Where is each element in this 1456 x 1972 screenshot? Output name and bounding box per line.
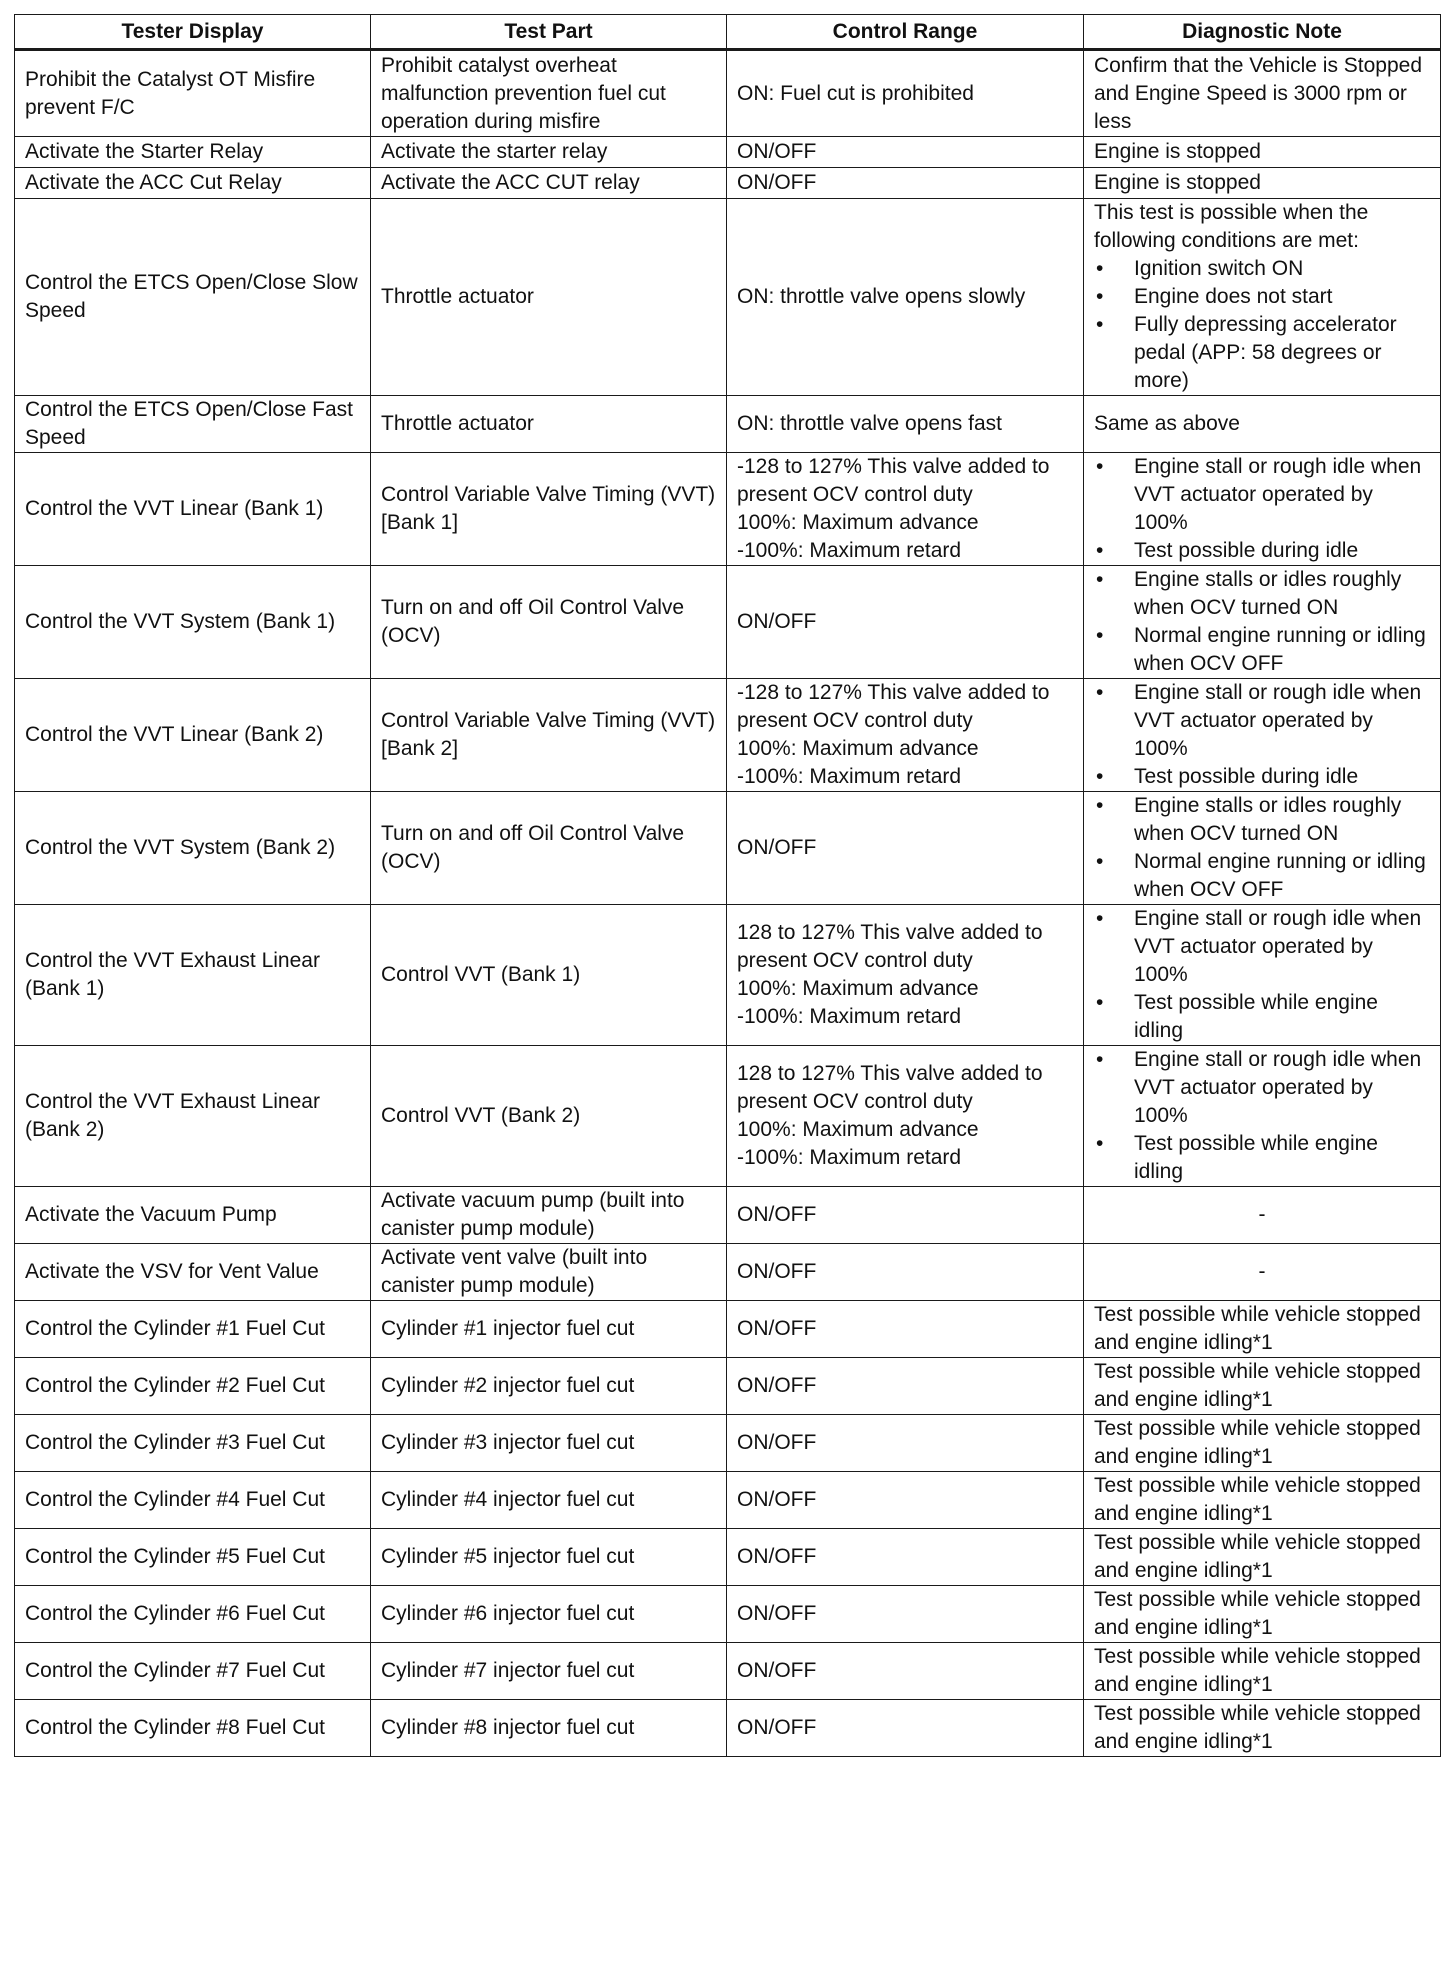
cell-diagnostic-note — [1084, 1586, 1441, 1643]
cell-diagnostic-note — [1084, 1700, 1441, 1757]
table-row — [15, 453, 1441, 566]
bullet-item: • Test possible during idle — [1094, 763, 1430, 791]
table-row — [15, 1046, 1441, 1187]
cell-diagnostic-note — [1084, 1244, 1441, 1301]
control-range-line: 100%: Maximum advance — [737, 737, 979, 760]
cell-tester-display: Control the ETCS Open/Close Slow Speed — [15, 199, 371, 396]
control-range-line: -100%: Maximum retard — [737, 765, 962, 788]
cell-diagnostic-note — [1084, 1046, 1441, 1187]
cell-test-part: Turn on and off Oil Control Valve (OCV) — [371, 792, 727, 905]
cell-tester-display: Control the VVT System (Bank 2) — [15, 792, 371, 905]
cell-test-part: Cylinder #4 injector fuel cut — [371, 1472, 727, 1529]
control-range-line: 100%: Maximum advance — [737, 977, 979, 1000]
table-row — [15, 396, 1441, 453]
diagnostic-note-text: Test possible while vehicle stopped and engine idling*1 — [1094, 1417, 1421, 1468]
control-range-line: -128 to 127% This valve added to present OCV control duty — [737, 681, 1050, 732]
cell-tester-display: Control the Cylinder #8 Fuel Cut — [15, 1700, 371, 1757]
cell-diagnostic-note — [1084, 137, 1441, 168]
diagnostic-note-text: - — [1258, 1260, 1266, 1283]
cell-tester-display: Control the VVT Exhaust Linear (Bank 2) — [15, 1046, 371, 1187]
header-diagnostic-note: Diagnostic Note — [1084, 15, 1441, 50]
cell-diagnostic-note — [1084, 50, 1441, 137]
table-row — [15, 168, 1441, 199]
diagnostic-note-text: Same as above — [1094, 412, 1240, 435]
cell-control-range: ON/OFF — [727, 137, 1084, 168]
cell-test-part: Cylinder #8 injector fuel cut — [371, 1700, 727, 1757]
cell-tester-display: Activate the ACC Cut Relay — [15, 168, 371, 199]
cell-control-range — [727, 1046, 1084, 1187]
table-row — [15, 1244, 1441, 1301]
diagnostic-note-bullets — [1094, 255, 1430, 395]
cell-tester-display: Control the VVT Exhaust Linear (Bank 1) — [15, 905, 371, 1046]
control-range-line: -100%: Maximum retard — [737, 539, 962, 562]
diagnostic-note-text: This test is possible when the following conditions are met: — [1094, 201, 1369, 252]
cell-diagnostic-note — [1084, 905, 1441, 1046]
cell-tester-display: Activate the Starter Relay — [15, 137, 371, 168]
cell-control-range: ON/OFF — [727, 1301, 1084, 1358]
cell-control-range: ON/OFF — [727, 1586, 1084, 1643]
control-range-line: -100%: Maximum retard — [737, 1005, 962, 1028]
cell-tester-display: Prohibit the Catalyst OT Misfire prevent F/C — [15, 50, 371, 137]
diagnostic-note-bullets — [1094, 453, 1430, 565]
table-row — [15, 1187, 1441, 1244]
control-range-line: 100%: Maximum advance — [737, 1118, 979, 1141]
bullet-item: • Engine stall or rough idle when VVT actuator operated by 100% — [1094, 1046, 1430, 1130]
diagnostic-note-text: Test possible while vehicle stopped and engine idling*1 — [1094, 1531, 1421, 1582]
cell-control-range: ON/OFF — [727, 792, 1084, 905]
diagnostic-note-text: Test possible while vehicle stopped and engine idling*1 — [1094, 1303, 1421, 1354]
diagnostic-note-bullets — [1094, 905, 1430, 1045]
cell-test-part: Activate the ACC CUT relay — [371, 168, 727, 199]
cell-tester-display: Activate the VSV for Vent Value — [15, 1244, 371, 1301]
cell-control-range: ON/OFF — [727, 1472, 1084, 1529]
table-row — [15, 1643, 1441, 1700]
cell-diagnostic-note — [1084, 792, 1441, 905]
diagnostic-note-text: Test possible while vehicle stopped and engine idling*1 — [1094, 1588, 1421, 1639]
bullet-item: • Engine does not start — [1094, 283, 1430, 311]
cell-tester-display: Control the Cylinder #5 Fuel Cut — [15, 1529, 371, 1586]
bullet-item: • Normal engine running or idling when OCV OFF — [1094, 622, 1430, 678]
cell-control-range: ON/OFF — [727, 1700, 1084, 1757]
header-row — [15, 15, 1441, 50]
cell-diagnostic-note — [1084, 1472, 1441, 1529]
cell-diagnostic-note — [1084, 1301, 1441, 1358]
diagnostic-note-text: Engine is stopped — [1094, 140, 1261, 163]
cell-tester-display: Control the Cylinder #2 Fuel Cut — [15, 1358, 371, 1415]
table-body — [15, 50, 1441, 1757]
diagnostic-note-text: Test possible while vehicle stopped and engine idling*1 — [1094, 1360, 1421, 1411]
cell-control-range: ON: throttle valve opens slowly — [727, 199, 1084, 396]
cell-test-part: Throttle actuator — [371, 396, 727, 453]
cell-diagnostic-note — [1084, 1643, 1441, 1700]
cell-test-part: Activate the starter relay — [371, 137, 727, 168]
header-tester-display: Tester Display — [15, 15, 371, 50]
diagnostic-note-text: Test possible while vehicle stopped and engine idling*1 — [1094, 1645, 1421, 1696]
control-range-line: -128 to 127% This valve added to present OCV control duty — [737, 455, 1050, 506]
cell-tester-display: Control the Cylinder #4 Fuel Cut — [15, 1472, 371, 1529]
cell-tester-display: Control the Cylinder #7 Fuel Cut — [15, 1643, 371, 1700]
cell-test-part: Activate vent valve (built into canister pump module) — [371, 1244, 727, 1301]
cell-control-range: ON: throttle valve opens fast — [727, 396, 1084, 453]
diagnostic-note-text: Test possible while vehicle stopped and engine idling*1 — [1094, 1702, 1421, 1753]
cell-control-range: ON/OFF — [727, 1643, 1084, 1700]
table-row — [15, 1700, 1441, 1757]
cell-control-range: ON/OFF — [727, 566, 1084, 679]
cell-test-part: Control Variable Valve Timing (VVT) [Bank 2] — [371, 679, 727, 792]
cell-test-part: Activate vacuum pump (built into canister pump module) — [371, 1187, 727, 1244]
bullet-item: • Normal engine running or idling when OCV OFF — [1094, 848, 1430, 904]
cell-test-part: Cylinder #3 injector fuel cut — [371, 1415, 727, 1472]
table-row — [15, 679, 1441, 792]
control-range-line: 100%: Maximum advance — [737, 511, 979, 534]
active-test-table — [14, 14, 1441, 1757]
bullet-item: • Test possible while engine idling — [1094, 989, 1430, 1045]
table-row — [15, 792, 1441, 905]
table-row — [15, 1415, 1441, 1472]
diagnostic-note-bullets — [1094, 566, 1430, 678]
table-row — [15, 1358, 1441, 1415]
cell-test-part: Cylinder #1 injector fuel cut — [371, 1301, 727, 1358]
bullet-item: • Engine stall or rough idle when VVT actuator operated by 100% — [1094, 679, 1430, 763]
cell-diagnostic-note — [1084, 168, 1441, 199]
cell-diagnostic-note — [1084, 199, 1441, 396]
diagnostic-note-bullets — [1094, 679, 1430, 791]
cell-control-range: ON/OFF — [727, 1244, 1084, 1301]
header-test-part: Test Part — [371, 15, 727, 50]
table-row — [15, 1529, 1441, 1586]
cell-diagnostic-note — [1084, 679, 1441, 792]
cell-test-part: Cylinder #7 injector fuel cut — [371, 1643, 727, 1700]
bullet-item: • Engine stalls or idles roughly when OCV turned ON — [1094, 792, 1430, 848]
control-range-line: -100%: Maximum retard — [737, 1146, 962, 1169]
cell-control-range — [727, 453, 1084, 566]
cell-tester-display: Control the VVT Linear (Bank 2) — [15, 679, 371, 792]
cell-test-part: Control VVT (Bank 2) — [371, 1046, 727, 1187]
diagnostic-note-bullets — [1094, 1046, 1430, 1186]
cell-tester-display: Control the Cylinder #6 Fuel Cut — [15, 1586, 371, 1643]
cell-diagnostic-note — [1084, 1358, 1441, 1415]
table-row — [15, 199, 1441, 396]
bullet-item: • Engine stall or rough idle when VVT actuator operated by 100% — [1094, 453, 1430, 537]
cell-diagnostic-note — [1084, 453, 1441, 566]
cell-control-range: ON/OFF — [727, 1415, 1084, 1472]
cell-tester-display: Control the VVT System (Bank 1) — [15, 566, 371, 679]
cell-test-part: Cylinder #5 injector fuel cut — [371, 1529, 727, 1586]
cell-test-part: Cylinder #6 injector fuel cut — [371, 1586, 727, 1643]
cell-diagnostic-note — [1084, 1187, 1441, 1244]
cell-test-part: Control VVT (Bank 1) — [371, 905, 727, 1046]
diagnostic-note-text: Confirm that the Vehicle is Stopped and Engine Speed is 3000 rpm or less — [1094, 53, 1423, 133]
cell-control-range: ON: Fuel cut is prohibited — [727, 50, 1084, 137]
cell-diagnostic-note — [1084, 396, 1441, 453]
cell-tester-display: Control the Cylinder #3 Fuel Cut — [15, 1415, 371, 1472]
table-row — [15, 137, 1441, 168]
cell-diagnostic-note — [1084, 566, 1441, 679]
cell-test-part: Turn on and off Oil Control Valve (OCV) — [371, 566, 727, 679]
cell-test-part: Control Variable Valve Timing (VVT) [Bank 1] — [371, 453, 727, 566]
cell-diagnostic-note — [1084, 1529, 1441, 1586]
cell-tester-display: Activate the Vacuum Pump — [15, 1187, 371, 1244]
bullet-item: • Fully depressing accelerator pedal (APP: 58 degrees or more) — [1094, 311, 1430, 395]
cell-tester-display: Control the VVT Linear (Bank 1) — [15, 453, 371, 566]
diagnostic-note-bullets — [1094, 792, 1430, 904]
bullet-item: • Engine stall or rough idle when VVT actuator operated by 100% — [1094, 905, 1430, 989]
cell-test-part: Prohibit catalyst overheat malfunction prevention fuel cut operation during misfire — [371, 50, 727, 137]
header-control-range: Control Range — [727, 15, 1084, 50]
bullet-item: • Ignition switch ON — [1094, 255, 1430, 283]
cell-test-part: Throttle actuator — [371, 199, 727, 396]
bullet-item: • Engine stalls or idles roughly when OCV turned ON — [1094, 566, 1430, 622]
cell-control-range: ON/OFF — [727, 168, 1084, 199]
bullet-item: • Test possible while engine idling — [1094, 1130, 1430, 1186]
cell-test-part: Cylinder #2 injector fuel cut — [371, 1358, 727, 1415]
control-range-line: 128 to 127% This valve added to present OCV control duty — [737, 921, 1043, 972]
cell-control-range: ON/OFF — [727, 1529, 1084, 1586]
cell-diagnostic-note — [1084, 1415, 1441, 1472]
cell-tester-display: Control the Cylinder #1 Fuel Cut — [15, 1301, 371, 1358]
diagnostic-note-text: Test possible while vehicle stopped and engine idling*1 — [1094, 1474, 1421, 1525]
table-row — [15, 1586, 1441, 1643]
diagnostic-note-text: Engine is stopped — [1094, 171, 1261, 194]
table-row — [15, 1472, 1441, 1529]
diagnostic-note-text: - — [1258, 1203, 1266, 1226]
cell-control-range: ON/OFF — [727, 1358, 1084, 1415]
table-row — [15, 905, 1441, 1046]
table-row — [15, 1301, 1441, 1358]
cell-control-range: ON/OFF — [727, 1187, 1084, 1244]
table-row — [15, 50, 1441, 137]
table-row — [15, 566, 1441, 679]
cell-tester-display: Control the ETCS Open/Close Fast Speed — [15, 396, 371, 453]
cell-control-range — [727, 905, 1084, 1046]
bullet-item: • Test possible during idle — [1094, 537, 1430, 565]
cell-control-range — [727, 679, 1084, 792]
control-range-line: 128 to 127% This valve added to present OCV control duty — [737, 1062, 1043, 1113]
